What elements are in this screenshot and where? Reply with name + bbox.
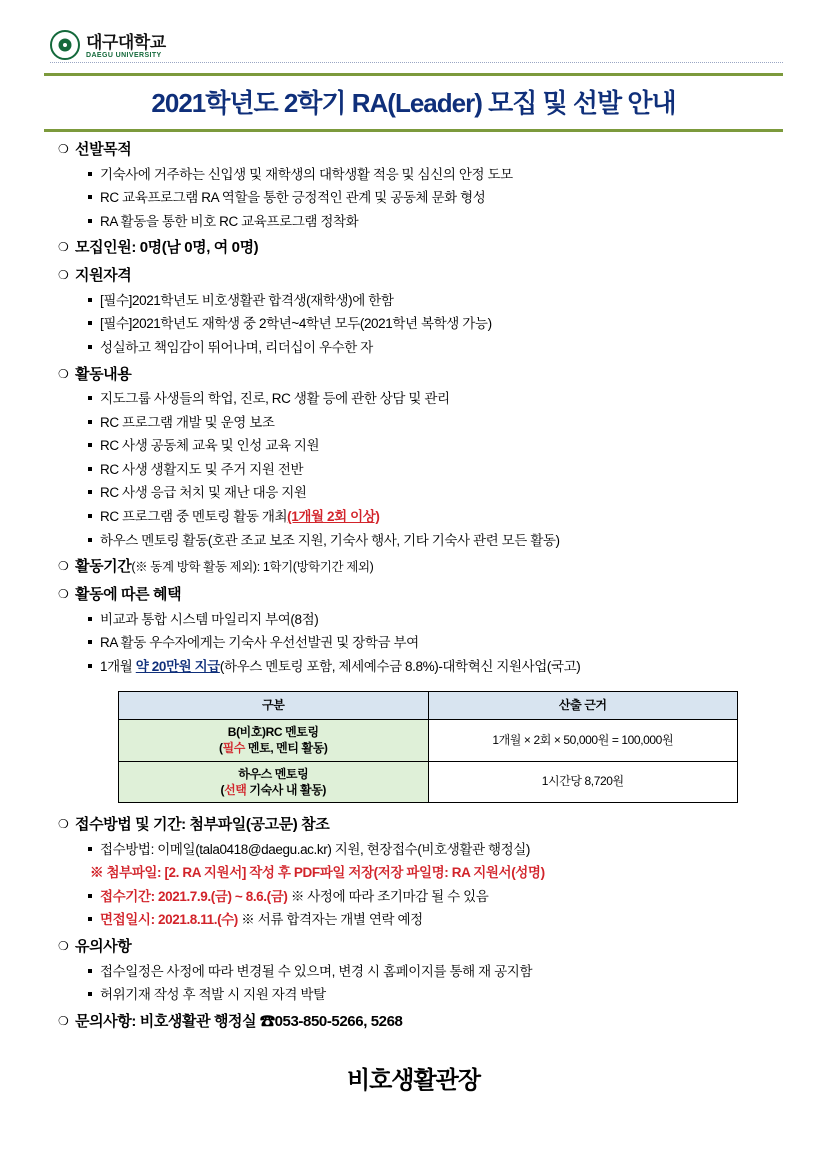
list-item: 비교과 통합 시스템 마일리지 부여(8점) (100, 611, 783, 629)
list-item-note: ※ 서류 합격자는 개별 연락 예정 (241, 912, 423, 928)
section-heading (58, 816, 783, 835)
table-cell-category (119, 720, 429, 761)
list-item-attachment-note (90, 864, 783, 882)
table-cell-category-line2: (필수 멘토, 멘티 활동) (219, 741, 328, 756)
list-item: [필수]2021학년도 비호생활관 합격생(재학생)에 한함 (100, 292, 783, 310)
section-title: 모집인원: 0명(남 0명, 여 0명) (75, 239, 259, 257)
list-item: 허위기재 작성 후 적발 시 지원 자격 박탈 (100, 986, 783, 1004)
list-item: 성실하고 책임감이 뛰어나며, 리더십이 우수한 자 (100, 339, 783, 357)
list-item: 접수일정은 사정에 따라 변경될 수 있으며, 변경 시 홈페이지를 통해 재 공지함 (100, 963, 783, 981)
university-name-en: DAEGU UNIVERSITY (86, 51, 162, 59)
section-heading (58, 141, 783, 160)
allowance-table (118, 691, 738, 803)
list-item: 기숙사에 거주하는 신입생 및 재학생의 대학생활 적응 및 심신의 안정 도모 (100, 166, 783, 184)
list-item: RC 교육프로그램 RA 역할을 통한 긍정적인 관계 및 공동체 문화 형성 (100, 189, 783, 207)
circle-bullet-icon: ❍ (58, 142, 69, 156)
letterhead (50, 18, 783, 63)
section-list (44, 390, 783, 549)
list-item (100, 911, 783, 929)
list-item: RC 사생 응급 처치 및 재난 대응 지원 (100, 484, 783, 502)
table-col-header-basis: 산출 근거 (428, 692, 738, 720)
list-item: RA 활동을 통한 비호 RC 교육프로그램 정착화 (100, 213, 783, 231)
section-title: 유의사항 (75, 937, 132, 955)
section-list (44, 963, 783, 1004)
table-cell-category-line1: B(비호)RC 멘토링 (227, 725, 319, 740)
list-item-note: ※ 사정에 따라 조기마감 될 수 있음 (290, 888, 489, 904)
list-item: RA 활동 우수자에게는 기숙사 우선선발권 및 장학금 부여 (100, 634, 783, 652)
section-title: 지원자격 (75, 267, 132, 285)
section-heading (58, 366, 783, 385)
page-title: 2021학년도 2학기 RA(Leader) 모집 및 선발 안내 (151, 88, 676, 118)
circle-bullet-icon: ❍ (58, 586, 69, 601)
attachment-note-text: ※ 첨부파일: [2. RA 지원서] 작성 후 PDF파일 저장(저장 파일명: RA 지원서(성명) (90, 865, 545, 881)
circle-bullet-icon: ❍ (58, 559, 69, 574)
circle-bullet-icon: ❍ (58, 240, 69, 255)
letterhead-text (86, 34, 166, 60)
section-list (44, 292, 783, 357)
table-row (119, 720, 738, 761)
section-list (44, 166, 783, 231)
circle-bullet-icon: ❍ (58, 817, 69, 831)
university-name-ko: 대구대학교 (86, 32, 166, 52)
circle-bullet-icon: ❍ (58, 366, 69, 381)
table-cell-basis: 1개월 × 2회 × 50,000원 = 100,000원 (428, 720, 738, 761)
list-item: 접수방법: 이메일(tala0418@daegu.ac.kr) 지원, 현장접수(비호생활관 행정실) (100, 841, 783, 859)
section-list (44, 841, 783, 929)
section-title-note: (※ 동계 방학 활동 제외): 1학기(방학기간 제외) (131, 560, 374, 575)
list-item-emphasis: 접수기간: 2021.7.9.(금) ~ 8.6.(금) (100, 888, 288, 904)
table-col-header-category: 구분 (119, 692, 429, 720)
section-heading (58, 267, 783, 286)
list-item (100, 508, 783, 526)
list-item: 지도그룹 사생들의 학업, 진로, RC 생활 등에 관한 상담 및 관리 (100, 390, 783, 408)
section-title: 선발목적 (75, 141, 132, 158)
list-item-emphasis: (1개월 2회 이상) (287, 509, 380, 525)
section-title: 문의사항: 비호생활관 행정실 ☎053-850-5266, 5268 (75, 1012, 403, 1030)
title-band (44, 73, 783, 132)
table-cell-category-line2: (선택 기숙사 내 활동) (220, 782, 327, 797)
circle-bullet-icon: ❍ (58, 1013, 69, 1028)
list-item-emphasis: 약 20만원 지급 (135, 658, 220, 674)
table-cell-category (119, 761, 429, 802)
section-title-main: 활동기간 (75, 558, 132, 576)
section-heading (58, 239, 783, 258)
section-title (75, 558, 373, 577)
signature-line: 비호생활관장 (346, 1066, 481, 1094)
circle-bullet-icon: ❍ (58, 268, 69, 283)
table-cell-category-tag: 선택 (224, 782, 247, 797)
list-item: RC 사생 공동체 교육 및 인성 교육 지원 (100, 437, 783, 455)
table-cell-basis: 1시간당 8,720원 (428, 761, 738, 802)
allowance-table-wrap (44, 681, 783, 807)
list-item: RC 프로그램 개발 및 운영 보조 (100, 414, 783, 432)
list-item: 하우스 멘토링 활동(호관 조교 보조 지원, 기숙사 행사, 기타 기숙사 관련 모든 활동) (100, 532, 783, 550)
list-item-text: RC 프로그램 중 멘토링 활동 개최 (100, 509, 288, 525)
table-header-row (119, 692, 738, 720)
table-row (119, 761, 738, 802)
circle-bullet-icon: ❍ (58, 938, 69, 953)
list-item (100, 888, 783, 906)
list-item-text-tail: (하우스 멘토링 포함, 제세예수금 8.8%)-대학혁신 지원사업(국고) (219, 658, 581, 674)
section-heading (58, 938, 783, 957)
section-list (44, 611, 783, 676)
list-item (100, 658, 783, 676)
list-item-emphasis: 면접일시: 2021.8.11.(수) (100, 912, 238, 928)
section-heading (58, 558, 783, 577)
list-item: [필수]2021학년도 재학생 중 2학년~4학년 모두(2021학년 복학생 가능) (100, 315, 783, 333)
section-title: 접수방법 및 기간: 첨부파일(공고문) 참조 (75, 816, 330, 833)
table-cell-category-line1: 하우스 멘토링 (238, 766, 309, 781)
section-title: 활동에 따른 혜택 (75, 585, 182, 603)
table-cell-category-tag: 필수 (222, 741, 245, 756)
list-item: RC 사생 생활지도 및 주거 지원 전반 (100, 461, 783, 479)
university-emblem-icon (50, 30, 80, 60)
list-item-text: 1개월 (100, 658, 136, 674)
section-heading (58, 586, 783, 605)
document-body (44, 141, 783, 1096)
section-title: 활동내용 (75, 365, 132, 383)
section-heading (58, 1013, 783, 1032)
